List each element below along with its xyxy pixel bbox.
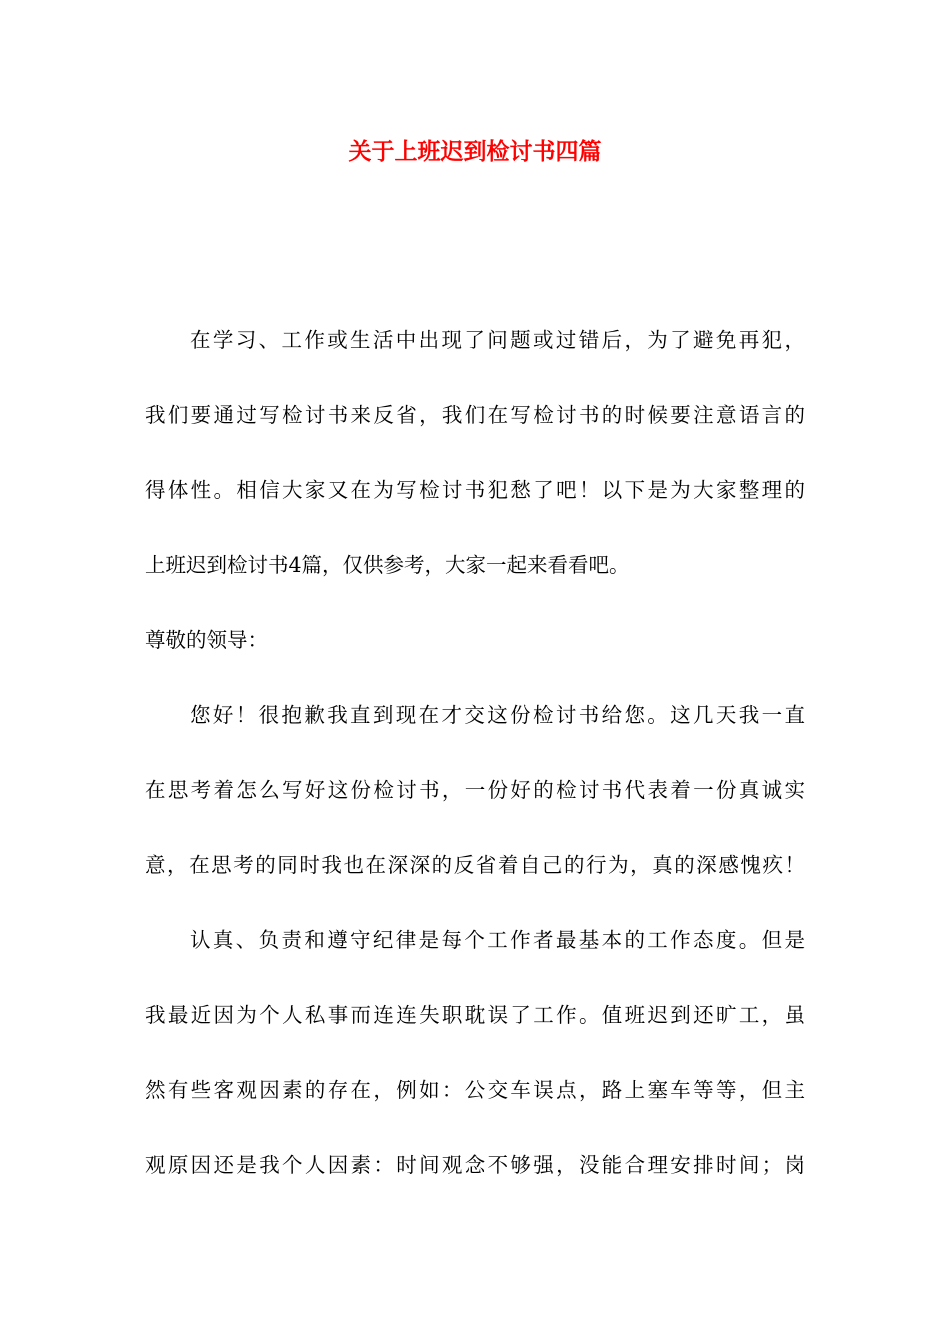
paragraph-line: 观原因还是我个人因素：时间观念不够强，没能合理安排时间；岗 xyxy=(145,1153,805,1177)
paragraph-line: 认真、负责和遵守纪律是每个工作者最基本的工作态度。但是 xyxy=(190,928,805,952)
paragraph-line: 意，在思考的同时我也在深深的反省着自己的行为，真的深感愧疚！ xyxy=(145,853,805,877)
paragraph-line: 我最近因为个人私事而连连失职耽误了工作。值班迟到还旷工，虽 xyxy=(145,1003,805,1027)
paragraph-line: 在学习、工作或生活中出现了问题或过错后，为了避免再犯， xyxy=(190,328,805,352)
document-title: 关于上班迟到检讨书四篇 xyxy=(348,139,602,165)
paragraph-line: 您好！很抱歉我直到现在才交这份检讨书给您。这几天我一直 xyxy=(190,703,805,727)
paragraph-line: 得体性。相信大家又在为写检讨书犯愁了吧！以下是为大家整理的 xyxy=(145,478,805,502)
paragraph-line: 然有些客观因素的存在，例如：公交车误点，路上塞车等等，但主 xyxy=(145,1078,805,1102)
paragraph-line: 在思考着怎么写好这份检讨书，一份好的检讨书代表着一份真诚实 xyxy=(145,778,805,802)
paragraph-line: 我们要通过写检讨书来反省，我们在写检讨书的时候要注意语言的 xyxy=(145,403,805,427)
salutation: 尊敬的领导： xyxy=(145,628,268,652)
paragraph-line: 上班迟到检讨书4篇，仅供参考，大家一起来看看吧。 xyxy=(145,553,630,577)
